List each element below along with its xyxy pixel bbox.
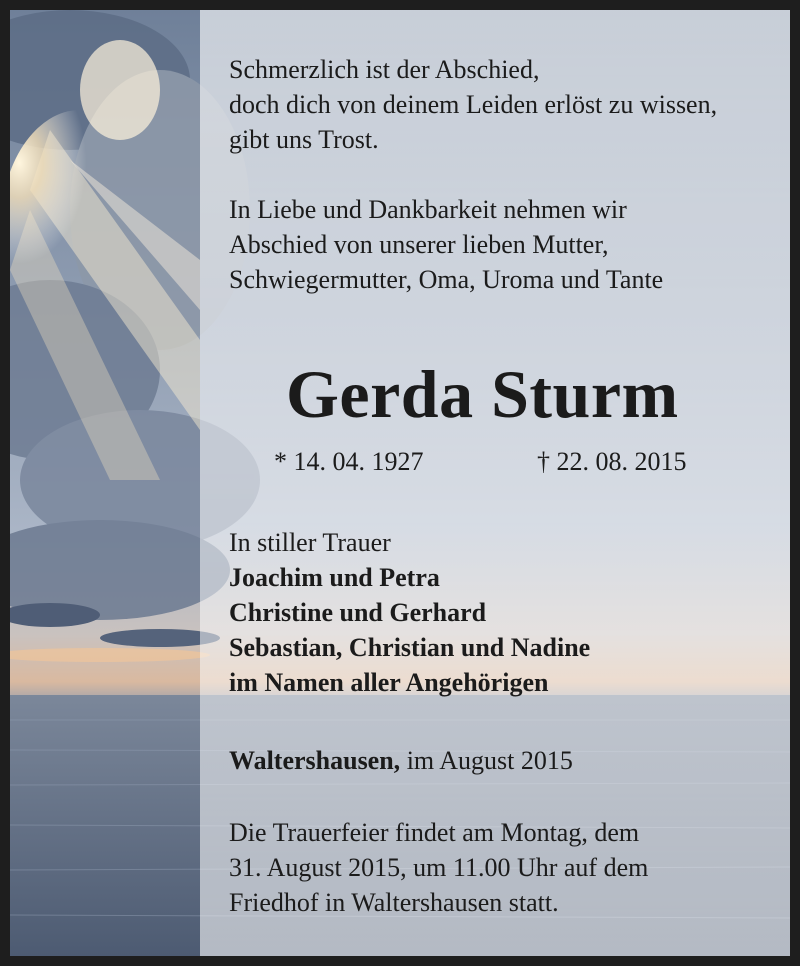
mourners-heading: In stiller Trauer (229, 528, 391, 557)
funeral-line: Die Trauerfeier findet am Montag, dem (229, 818, 640, 847)
mourner-name: Sebastian, Christian und Nadine (229, 633, 591, 662)
funeral-line: 31. August 2015, um 11.00 Uhr auf dem (229, 853, 649, 882)
funeral-line: Friedhof in Waltershausen statt. (229, 888, 559, 917)
death-date: † 22. 08. 2015 (537, 447, 687, 476)
place-town: Waltershausen, (229, 746, 401, 775)
verse (229, 52, 717, 157)
funeral-info (229, 815, 648, 920)
intro-line: In Liebe und Dankbarkeit nehmen wir (229, 195, 627, 224)
intro-line: Schwiegermutter, Oma, Uroma und Tante (229, 265, 664, 294)
verse-line: doch dich von deinem Leiden erlöst zu wissen, (229, 90, 718, 119)
mourners (229, 525, 590, 700)
mourner-name: Joachim und Petra (229, 563, 440, 592)
intro-text (229, 192, 663, 297)
intro-line: Abschied von unserer lieben Mutter, (229, 230, 609, 259)
mourner-name: Christine und Gerhard (229, 598, 487, 627)
birth-date: * 14. 04. 1927 (274, 447, 424, 476)
verse-line: gibt uns Trost. (229, 125, 379, 154)
place-date (229, 743, 573, 778)
mourner-name: im Namen aller Angehörigen (229, 668, 549, 697)
place-date-text: im August 2015 (406, 746, 573, 775)
deceased-name: Gerda Sturm (286, 356, 679, 432)
verse-line: Schmerzlich ist der Abschied, (229, 55, 540, 84)
